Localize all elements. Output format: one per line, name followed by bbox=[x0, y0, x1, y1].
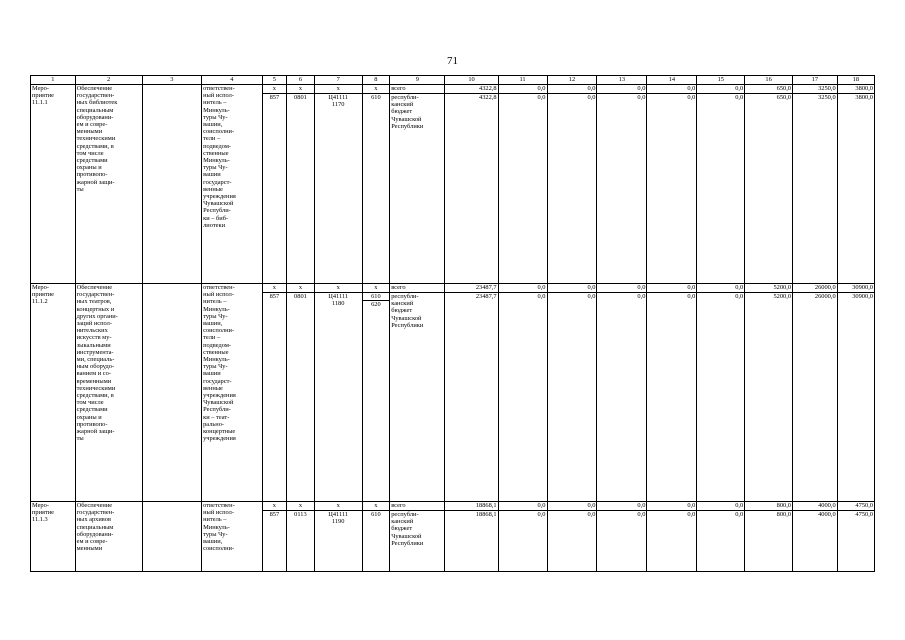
cell-6: 0113 bbox=[287, 511, 315, 572]
cell-8: х bbox=[362, 502, 390, 511]
empty-cell bbox=[142, 284, 202, 502]
column-number: 11 bbox=[498, 76, 547, 85]
cell-9: всего bbox=[390, 284, 445, 293]
cell-16: 800,0 bbox=[745, 511, 793, 572]
cell-14: 0,0 bbox=[647, 502, 697, 511]
cell-12: 0,0 bbox=[547, 94, 597, 284]
cell-6: 0801 bbox=[287, 293, 315, 502]
column-number: 13 bbox=[597, 76, 647, 85]
cell-12: 0,0 bbox=[547, 511, 597, 572]
column-number: 3 bbox=[142, 76, 202, 85]
event-cell: Меро- приятие 11.1.1 bbox=[31, 85, 76, 284]
cell-11: 0,0 bbox=[498, 85, 547, 94]
column-number-row bbox=[31, 76, 875, 85]
cell-13: 0,0 bbox=[597, 502, 647, 511]
cell-17: 3250,0 bbox=[793, 94, 838, 284]
cell-10: 4322,8 bbox=[445, 94, 498, 284]
cell-6: х bbox=[287, 502, 315, 511]
cell-9: всего bbox=[390, 85, 445, 94]
cell-16: 800,0 bbox=[745, 502, 793, 511]
event-cell: Меро- приятие 11.1.2 bbox=[31, 284, 76, 502]
cell-7: Ц41111 1180 bbox=[314, 293, 362, 502]
cell-12: 0,0 bbox=[547, 293, 597, 502]
cell-17: 26000,0 bbox=[793, 284, 838, 293]
executor-cell: ответствен- ный испол- нитель – Минкуль- туры Чу- вашии, соисполни- тели – подведом- ственные Минкуль- туры Чу- вашии государст- венные учреждения Чувашской Республи- ки – биб- лиотеки bbox=[202, 85, 263, 284]
cell-9: республи- канский бюджет Чувашской Республики bbox=[390, 511, 445, 572]
cell-11: 0,0 bbox=[498, 94, 547, 284]
column-number: 4 bbox=[202, 76, 263, 85]
cell-14: 0,0 bbox=[647, 293, 697, 502]
cell-13: 0,0 bbox=[597, 284, 647, 293]
cell-14: 0,0 bbox=[647, 284, 697, 293]
cell-8: 610 bbox=[362, 511, 390, 572]
cell-17: 3250,0 bbox=[793, 85, 838, 94]
cell-11: 0,0 bbox=[498, 293, 547, 502]
cell-10: 4322,8 bbox=[445, 85, 498, 94]
column-number: 7 bbox=[314, 76, 362, 85]
kvr-code: 620 bbox=[363, 300, 390, 308]
cell-17: 4000,0 bbox=[793, 502, 838, 511]
column-number: 6 bbox=[287, 76, 315, 85]
cell-6: х bbox=[287, 85, 315, 94]
column-number: 12 bbox=[547, 76, 597, 85]
cell-15: 0,0 bbox=[697, 284, 745, 293]
cell-5: 857 bbox=[262, 511, 286, 572]
cell-7: Ц41111 1190 bbox=[314, 511, 362, 572]
cell-7: Ц41111 1170 bbox=[314, 94, 362, 284]
name-cell: Обеспечение государствен- ных архивов специальным оборудовани- ем и совре- менными bbox=[75, 502, 142, 572]
cell-16: 5200,0 bbox=[745, 284, 793, 293]
cell-8: х bbox=[362, 85, 390, 94]
cell-10: 23487,7 bbox=[445, 293, 498, 502]
cell-16: 650,0 bbox=[745, 94, 793, 284]
cell-11: 0,0 bbox=[498, 502, 547, 511]
cell-12: 0,0 bbox=[547, 284, 597, 293]
cell-9: республи- канский бюджет Чувашской Республики bbox=[390, 94, 445, 284]
cell-15: 0,0 bbox=[697, 293, 745, 502]
cell-13: 0,0 bbox=[597, 511, 647, 572]
cell-5: 857 bbox=[262, 94, 286, 284]
column-number: 8 bbox=[362, 76, 390, 85]
cell-8: 610 bbox=[362, 94, 390, 284]
cell-10: 18868,1 bbox=[445, 502, 498, 511]
cell-11: 0,0 bbox=[498, 511, 547, 572]
cell-18: 3800,0 bbox=[837, 85, 874, 94]
table-row bbox=[31, 502, 875, 511]
page-number: 71 bbox=[447, 55, 458, 67]
cell-16: 5200,0 bbox=[745, 293, 793, 502]
cell-17: 4000,0 bbox=[793, 511, 838, 572]
cell-17: 26000,0 bbox=[793, 293, 838, 502]
cell-15: 0,0 bbox=[697, 85, 745, 94]
column-number: 9 bbox=[390, 76, 445, 85]
column-number: 10 bbox=[445, 76, 498, 85]
name-cell: Обеспечение государствен- ных театров, концертных и других органи- заций испол- нительских искусств му- зыкальными инструмента- ми, специаль- ным оборудо- ванием и со- временными техническими средствами, в том числе средствами охраны и противопо- жарной защи- ты bbox=[75, 284, 142, 502]
column-number: 2 bbox=[75, 76, 142, 85]
cell-16: 650,0 bbox=[745, 85, 793, 94]
cell-10: 23487,7 bbox=[445, 284, 498, 293]
table-row bbox=[31, 284, 875, 293]
column-number: 16 bbox=[745, 76, 793, 85]
cell-9: республи- канский бюджет Чувашской Республики bbox=[390, 293, 445, 502]
cell-6: х bbox=[287, 284, 315, 293]
cell-13: 0,0 bbox=[597, 85, 647, 94]
cell-18: 30900,0 bbox=[837, 284, 874, 293]
cell-5: х bbox=[262, 502, 286, 511]
cell-15: 0,0 bbox=[697, 94, 745, 284]
column-number: 15 bbox=[697, 76, 745, 85]
name-cell: Обеспечение государствен- ных библиотек специальным оборудовани- ем и совре- менными техническими средствами, в том числе средствами охраны и противопо- жарной защи- ты bbox=[75, 85, 142, 284]
cell-5: х bbox=[262, 85, 286, 94]
kvr-code: 610 bbox=[371, 293, 381, 300]
cell-18: 30900,0 bbox=[837, 293, 874, 502]
cell-7: х bbox=[314, 85, 362, 94]
cell-5: 857 bbox=[262, 293, 286, 502]
column-number: 17 bbox=[793, 76, 838, 85]
cell-7: х bbox=[314, 284, 362, 293]
cell-13: 0,0 bbox=[597, 94, 647, 284]
column-number: 18 bbox=[837, 76, 874, 85]
table-body bbox=[31, 76, 875, 572]
cell-14: 0,0 bbox=[647, 94, 697, 284]
event-cell: Меро- приятие 11.1.3 bbox=[31, 502, 76, 572]
column-number: 5 bbox=[262, 76, 286, 85]
executor-cell: ответствен- ный испол- нитель – Минкуль- туры Чу- вашии, соисполни- bbox=[202, 502, 263, 572]
cell-8 bbox=[362, 293, 390, 502]
cell-15: 0,0 bbox=[697, 511, 745, 572]
cell-5: х bbox=[262, 284, 286, 293]
cell-14: 0,0 bbox=[647, 85, 697, 94]
executor-cell: ответствен- ный испол- нитель – Минкуль- туры Чу- вашии, соисполни- тели – подведом- ственные Минкуль- туры Чу- вашии государст- венные учреждения Чувашской Республи- ки – теат- рально- концертные учреждения bbox=[202, 284, 263, 502]
cell-6: 0801 bbox=[287, 94, 315, 284]
cell-18: 4750,0 bbox=[837, 511, 874, 572]
cell-11: 0,0 bbox=[498, 284, 547, 293]
cell-7: х bbox=[314, 502, 362, 511]
cell-15: 0,0 bbox=[697, 502, 745, 511]
cell-14: 0,0 bbox=[647, 511, 697, 572]
column-number: 14 bbox=[647, 76, 697, 85]
cell-18: 3800,0 bbox=[837, 94, 874, 284]
column-number: 1 bbox=[31, 76, 76, 85]
budget-table bbox=[30, 75, 875, 572]
cell-12: 0,0 bbox=[547, 502, 597, 511]
cell-18: 4750,0 bbox=[837, 502, 874, 511]
cell-12: 0,0 bbox=[547, 85, 597, 94]
empty-cell bbox=[142, 502, 202, 572]
cell-9: всего bbox=[390, 502, 445, 511]
cell-13: 0,0 bbox=[597, 293, 647, 502]
cell-10: 18868,1 bbox=[445, 511, 498, 572]
cell-8: х bbox=[362, 284, 390, 293]
empty-cell bbox=[142, 85, 202, 284]
table-row bbox=[31, 85, 875, 94]
